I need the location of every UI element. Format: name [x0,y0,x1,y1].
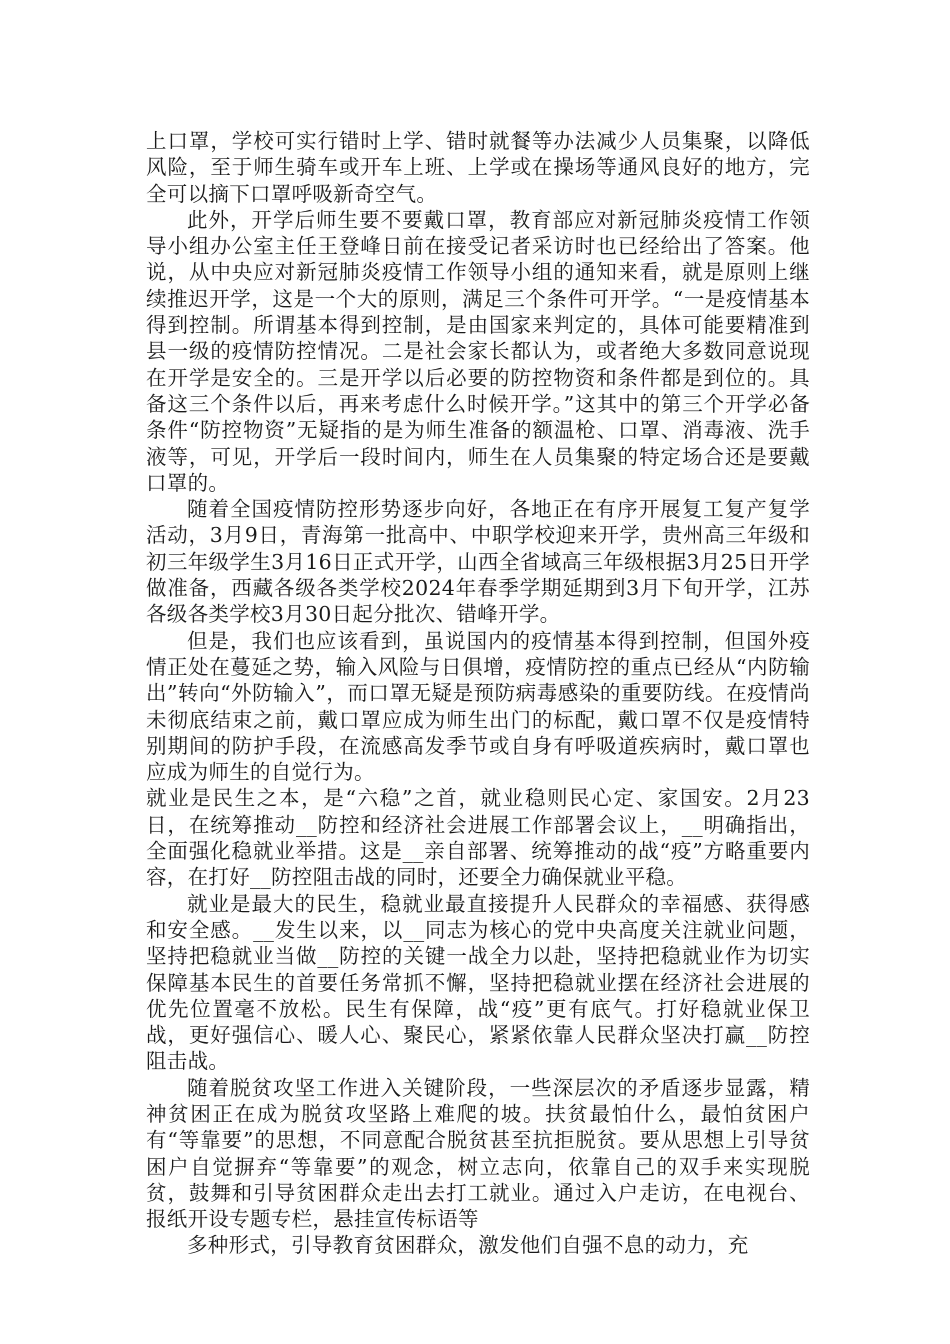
paragraph-7: 随着脱贫攻坚工作进入关键阶段，一些深层次的矛盾逐步显露，精神贫困正在成为脱贫攻坚路上难爬的坡。扶贫最怕什么，最怕贫困户有“等靠要”的思想，不同意配合脱贫甚至抗拒脱贫。要从思想上引导贫困户自觉摒弃“等靠要”的观念，树立志向，依靠自己的双手来实现脱贫，鼓舞和引导贫困群众走出去打工就业。通过入户走访，在电视台、报纸开设专题专栏，悬挂宣传标语等 [146,1075,810,1232]
paragraph-6: 就业是最大的民生，稳就业最直接提升人民群众的幸福感、获得感和安全感。__发生以来，以__同志为核心的党中央高度关注就业问题，坚持把稳就业当做__防控的关键一战全力以赴，坚持把稳就业作为切实保障基本民生的首要任务常抓不懈，坚持把稳就业摆在经济社会进展的优先位置毫不放松。民生有保障，战“疫”更有底气。打好稳就业保卫战，更好强信心、暖人心、聚民心，紧紧依靠人民群众坚决打赢__防控阻击战。 [146,891,810,1074]
paragraph-2: 此外，开学后师生要不要戴口罩，教育部应对新冠肺炎疫情工作领导小组办公室主任王登峰日前在接受记者采访时也已经给出了答案。他说，从中央应对新冠肺炎疫情工作领导小组的通知来看，就是原则上继续推迟开学，这是一个大的原则，满足三个条件可开学。“一是疫情基本得到控制。所谓基本得到控制，是由国家来判定的，具体可能要精准到县一级的疫情防控情况。二是社会家长都认为，或者绝大多数同意说现在开学是安全的。三是开学以后必要的防控物资和条件都是到位的。具备这三个条件以后，再来考虑什么时候开学。”这其中的第三个开学必备条件“防控物资”无疑指的是为师生准备的额温枪、口罩、消毒液、洗手液等，可见，开学后一段时间内，师生在人员集聚的特定场合还是要戴口罩的。 [146,207,810,495]
paragraph-5: 就业是民生之本，是“六稳”之首，就业稳则民心定、家国安。2月23日，在统筹推动__防控和经济社会进展工作部署会议上，__明确指出，全面强化稳就业举措。这是__亲自部署、统筹推动的战“疫”方略重要内容，在打好__防控阻击战的同时，还要全力确保就业平稳。 [146,786,810,890]
paragraph-1: 上口罩，学校可实行错时上学、错时就餐等办法减少人员集聚，以降低风险，至于师生骑车或开车上班、上学或在操场等通风良好的地方，完全可以摘下口罩呼吸新奇空气。 [146,129,810,206]
document-body [146,128,810,1259]
paragraph-8: 多种形式，引导教育贫困群众，激发他们自强不息的动力，充 [187,1233,749,1258]
paragraph-4: 但是，我们也应该看到，虽说国内的疫情基本得到控制，但国外疫情正处在蔓延之势，输入风险与日俱增，疫情防控的重点已经从“内防输出”转向“外防输入”，而口罩无疑是预防病毒感染的重要防线。在疫情尚未彻底结束之前，戴口罩应成为师生出门的标配，戴口罩不仅是疫情特别期间的防护手段，在流感高发季节或自身有呼吸道疾病时，戴口罩也应成为师生的自觉行为。 [146,628,810,785]
paragraph-3: 随着全国疫情防控形势逐步向好，各地正在有序开展复工复产复学活动，3月9日，青海第一批高中、中职学校迎来开学，贵州高三年级和初三年级学生3月16日正式开学，山西全省域高三年级根据3月25日开学做准备，西藏各级各类学校2024年春季学期延期到3月下旬开学，江苏各级各类学校3月30日起分批次、错峰开学。 [146,497,810,627]
